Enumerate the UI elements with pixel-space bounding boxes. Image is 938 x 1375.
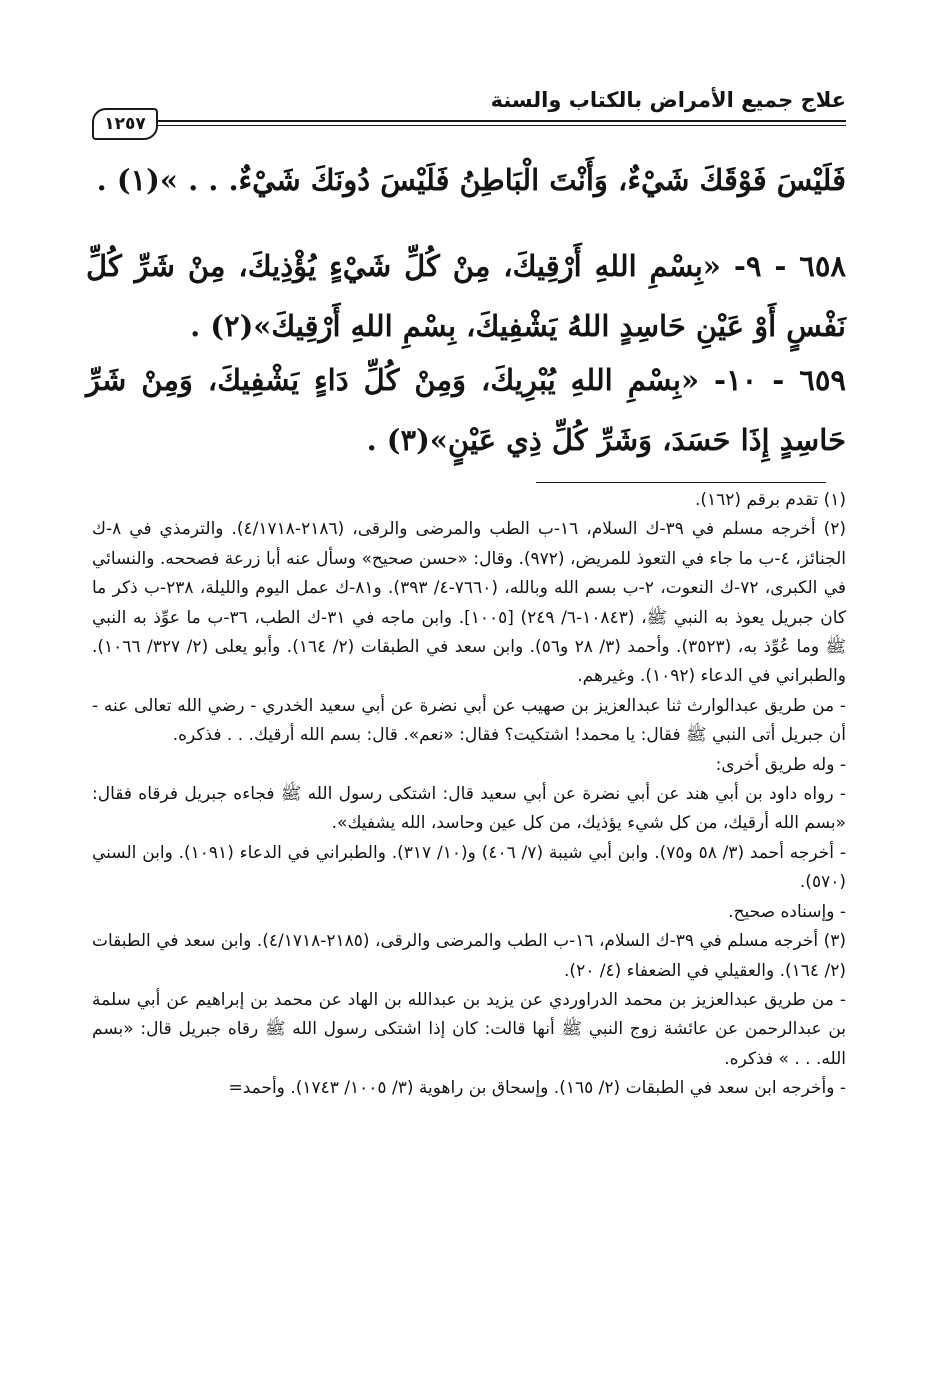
footnote-2-other-route: - وله طريق أخرى: xyxy=(715,754,846,775)
footnote-2-route: - من طريق عبدالوارث ثنا عبدالعزيز بن صهيب عن أبي نضرة عن أبي سعيد الخدري - رضي الله تعالى عنه - أن جبريل أتى النبي ﷺ فقال: يا محمد! اشتكيت؟ فقال: «نعم». قال: بسم الله أرقيك. . . فذكره. xyxy=(92,695,846,746)
header-rule-thin xyxy=(154,125,846,126)
running-header xyxy=(92,84,846,144)
page-number: ١٢٥٧ xyxy=(92,108,158,140)
footnote-2-takhrij: - أخرجه أحمد (٣/ ٥٨ و٧٥). وابن أبي شيبة (٧/ ٤٠٦) و(١٠/ ٣١٧). والطبراني في الدعاء (١٠٩١). وابن السني (٥٧٠). xyxy=(92,842,846,893)
footnotes xyxy=(92,486,846,1104)
footnote-3-takhrij: - وأخرجه ابن سعد في الطبقات (٢/ ١٦٥). وإسحاق بن راهوية (٣/ ١٠٠٥/ ١٧٤٣). وأحمد= xyxy=(228,1078,846,1099)
footnote-3: (٣) أخرجه مسلم في ٣٩-ك السلام، ١٦-ب الطب والمرضى والرقى، (٢١٨٥-٤/١٧١٨). وابن سعد في الطبقات (٢/ ١٦٤). والعقيلي في الضعفاء (٤/ ٢٠). xyxy=(92,931,846,981)
footnote-3-route: - من طريق عبدالعزيز بن محمد الدراوردي عن يزيد بن عبدالله بن الهاد عن محمد بن إبراهيم عن أبي سلمة بن عبدالرحمن عن عائشة زوج النبي ﷺ أنها قالت: كان إذا اشتكى رسول الله ﷺ رقاه جبريل قال: «بسم الله. . . » فذكره. xyxy=(92,989,846,1069)
main-paragraph-1: فَلَيْسَ فَوْقَكَ شَيْءٌ، وَأَنْتَ الْبَاطِنُ فَلَيْسَ دُونَكَ شَيْءٌ. . . »(١) . xyxy=(96,163,846,197)
header-rule xyxy=(154,120,846,122)
header-title: علاج جميع الأمراض بالكتاب والسنة xyxy=(490,88,846,112)
footnote-2-grading: - وإسناده صحيح. xyxy=(728,901,846,922)
main-paragraph-hadith-659: ٦٥٩ - ١٠- «بِسْمِ اللهِ يُبْرِيكَ، وَمِنْ كُلِّ دَاءٍ يَشْفِيكَ، وَمِنْ شَرِّ حَاسِدٍ إِذَا حَسَدَ، وَشَرِّ كُلِّ ذِي عَيْنٍ»(٣) . xyxy=(86,363,846,457)
footnote-separator xyxy=(536,482,826,483)
footnote-2: (٢) أخرجه مسلم في ٣٩-ك السلام، ١٦-ب الطب والمرضى والرقى، (٢١٨٦-٤/١٧١٨). والترمذي في ٨-ك الجنائز، ٤-ب ما جاء في التعوذ للمريض، (٩٧٢). وقال: «حسن صحيح» وسأل عنه أبا زرعة فصححه. والنسائي في الكبرى، ٧٢-ك النعوت، ٢-ب بسم الله وبالله، (٧٦٦٠-٤/ ٣٩٣). و٨١-ك عمل اليوم والليلة، ٢٣٨-ب ذكر ما كان جبريل يعوذ به النبي ﷺ، (١٠٨٤٣-٦/ ٢٤٩) [١٠٠٥]. وابن ماجه في ٣١-ك الطب، ٣٦-ب ما عوِّذ به النبي ﷺ وما عُوِّذ به، (٣٥٢٣). وأحمد (٣/ ٢٨ و٥٦). وابن سعد في الطبقات (٢/ ١٦٤). وأبو يعلى (٢/ ٣٢٧/ ١٠٦٦). والطبراني في الدعاء (١٠٩٢). وغيرهم. xyxy=(92,519,847,687)
footnote-2-narration: - رواه داود بن أبي هند عن أبي نضرة عن أبي سعيد قال: اشتكى رسول الله ﷺ فجاءه جبريل فرقاه فقال: «بسم الله أرقيك، من كل شيء يؤذيك، من كل عين وحاسد، الله يشفيك». xyxy=(92,784,846,834)
main-paragraph-hadith-658: ٦٥٨ - ٩- «بِسْمِ اللهِ أَرْقِيكَ، مِنْ كُلِّ شَيْءٍ يُؤْذِيكَ، مِنْ شَرِّ كُلِّ نَفْسٍ أَوْ عَيْنِ حَاسِدٍ اللهُ يَشْفِيكَ، بِسْمِ اللهِ أَرْقِيكَ»(٢) . xyxy=(86,249,846,343)
footnote-1: (١) تقدم برقم (١٦٢). xyxy=(694,490,846,510)
